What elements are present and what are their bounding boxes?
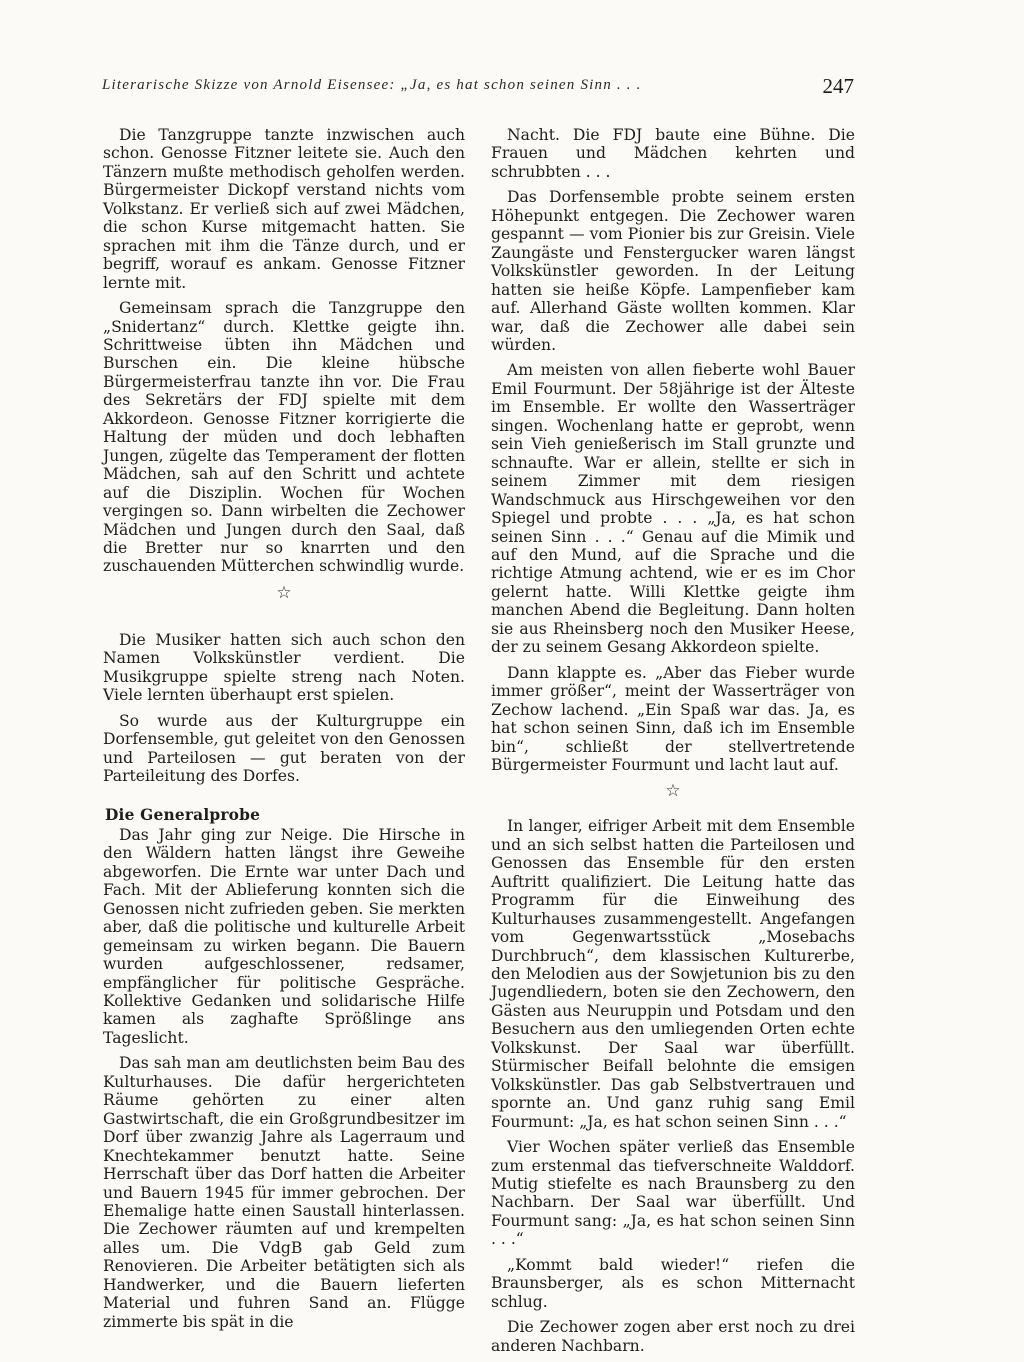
paragraph: Dann klappte es. „Aber das Fieber wurde immer größer“, meint der Wasserträger von Zechow lachend. „Ein Spaß war das. Ja, es hat schon seinen Sinn, daß ich im Ensemble bin“, schließt der stellvertretende Bürgermeister Fourmunt und lacht laut auf.: [491, 663, 855, 774]
paragraph: Nacht. Die FDJ baute eine Bühne. Die Frauen und Mädchen kehrten und schrubbten . . .: [491, 126, 855, 181]
section-separator-star: ☆: [276, 582, 292, 603]
paragraph: Das Jahr ging zur Neige. Die Hirsche in den Wäldern hatten längst ihre Geweihe abgeworfen. Die Ernte war unter Dach und Fach. Mit der Ablieferung konnten sich die Genossen nicht zufrieden geben. Sie merkten aber, daß die politische und kulturelle Arbeit gemeinsam zu wirken begann. Die Bauern wurden aufgeschlossener, redsamer, empfänglicher für politische Gespräche. Kollektive Gedanken und solidarische Hilfe kamen als zaghafte Sprößlinge ans Tageslicht.: [103, 825, 465, 1047]
paragraph: Die Tanzgruppe tanzte inzwischen auch schon. Genosse Fitzner leitete sie. Auch den Tänzern mußte methodisch geholfen werden. Bürgermeister Dickopf verstand nichts vom Volkstanz. Er verließ sich auf zwei Mädchen, die schon Kurse mitgemacht hatten. Sie sprachen mit ihm die Tänze durch, und er begriff, worauf es ankam. Genosse Fitzner lernte mit.: [103, 126, 465, 292]
paragraph: Das Dorfensemble probte seinem ersten Höhepunkt entgegen. Die Zechower waren gespannt — vom Pionier bis zur Greisin. Viele Zaungäste und Fenstergucker waren längst Volkskünstler geworden. In der Leitung hatten sie heiße Köpfe. Lampenfieber kam auf. Allerhand Gäste wollten kommen. Klar war, daß die Zechower alle dabei sein würden.: [491, 188, 855, 354]
paragraph: Das sah man am deutlichsten beim Bau des Kulturhauses. Die dafür hergerichteten Räume gehörten zu einer alten Gastwirtschaft, die ein Großgrundbesitzer im Dorf über zwanzig Jahre als Lagerraum und Knechtekammer benutzt hatte. Seine Herrschaft über das Dorf hatten die Arbeiter und Bauern 1945 für immer gebrochen. Der Ehemalige hatte einen Saustall hinterlassen. Die Zechower räumten auf und krempelten alles um. Die VdgB gab Geld zum Renovieren. Die Arbeiter betätigten sich als Handwerker, und die Bauern lieferten Material und fuhren Sand an. Flügge zimmerte bis spät in die: [103, 1054, 465, 1331]
page-number: 247: [822, 74, 854, 98]
paragraph: „Kommt bald wieder!“ riefen die Braunsberger, als es schon Mitternacht schlug.: [491, 1255, 855, 1311]
running-head: Literarische Skizze von Arnold Eisensee: „Ja, es hat schon seinen Sinn . . .: [102, 77, 642, 93]
paragraph: Gemeinsam sprach die Tanzgruppe den „Snidertanz“ durch. Klettke geigte ihn. Schrittweise übten ihn Mädchen und Burschen ein. Die kleine hübsche Bürgermeisterfrau tanzte ihn vor. Die Frau des Sekretärs der FDJ spielte mit dem Akkordeon. Genosse Fitzner korrigierte die Haltung der müden und doch lebhaften Jungen, zügelte das Temperament der flotten Mädchen, sah auf den Schritt und achtete auf die Disziplin. Wochen für Wochen vergingen so. Dann wirbelten die Zechower Mädchen und Jungen durch den Saal, daß die Bretter nur so knarrten und den zuschauenden Mütterchen schwindlig wurde.: [103, 299, 465, 576]
paragraph: Die Zechower zogen aber erst noch zu drei anderen Nachbarn.: [491, 1318, 855, 1355]
right-column: [491, 126, 855, 1362]
section-heading: Die Generalprobe: [105, 805, 261, 824]
paragraph: Vier Wochen später verließ das Ensemble zum erstenmal das tiefverschneite Walddorf. Mutig stiefelte es nach Braunsberg zu den Nachbarn. Der Saal war überfüllt. Und Fourmunt sang: „Ja, es hat schon seinen Sinn . . .“: [491, 1138, 855, 1249]
paragraph: Am meisten von allen fieberte wohl Bauer Emil Fourmunt. Der 58jährige ist der Älteste im Ensemble. Er wollte den Wasserträger singen. Wochenlang hatte er geprobt, wenn sein Vieh genießerisch im Stall grunzte und schnaufte. War er allein, stellte er sich in seinem Zimmer mit dem riesigen Wandschmuck aus Hirschgeweihen vor den Spiegel und probte . . . „Ja, es hat schon seinen Sinn . . .“ Genau auf die Mimik und auf den Mund, auf die Sprache und die richtige Atmung achtend, wie er es im Chor gelernt hatte. Willi Klettke geigte ihm manchen Abend die Begleitung. Dann holten sie aus Rheinsberg noch den Musiker Heese, der zu seinem Gesang Akkordeon spielte.: [491, 361, 855, 657]
paragraph: Die Musiker hatten sich auch schon den Namen Volkskünstler verdient. Die Musikgruppe spielte streng nach Noten. Viele lernten überhaupt erst spielen.: [103, 630, 465, 705]
left-column: [103, 126, 465, 1338]
section-separator-star: ☆: [665, 781, 681, 802]
page-header: [98, 74, 856, 100]
paragraph: So wurde aus der Kulturgruppe ein Dorfensemble, gut geleitet von den Genossen und Parteilosen — gut beraten von der Parteileitung des Dorfes.: [103, 711, 465, 786]
paragraph: In langer, eifriger Arbeit mit dem Ensemble und an sich selbst hatten die Parteilosen und Genossen das Ensemble für den ersten Auftritt qualifiziert. Die Leitung hatte das Programm für die Einweihung des Kulturhauses zusammengestellt. Angefangen vom Gegenwartsstück „Mosebachs Durchbruch“, dem klassischen Kulturerbe, den Melodien aus der Sowjetunion bis zu den Jugendliedern, boten sie den Zechowern, den Gästen aus Neuruppin und Potsdam und den Besuchern aus den umliegenden Orten echte Volkskunst. Der Saal war überfüllt. Stürmischer Beifall belohnte die emsigen Volkskünstler. Das gab Selbstvertrauen und spornte an. Und ganz ruhig sang Emil Fourmunt: „Ja, es hat schon seinen Sinn . . .“: [491, 817, 855, 1131]
